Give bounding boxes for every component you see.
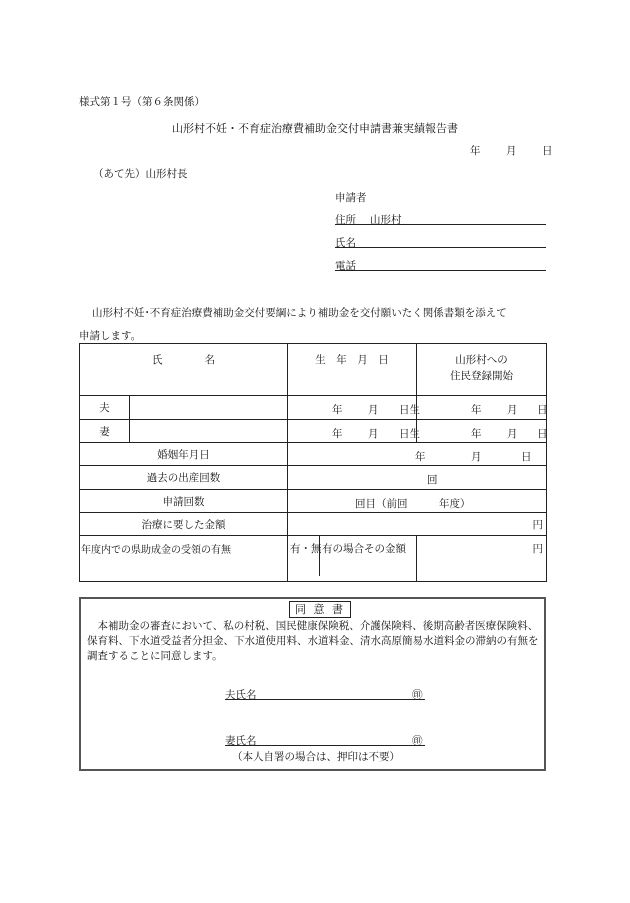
intro-line1: 山形村不妊･不育症治療費補助金交付要綱により補助金を交付願いたく関係書類を添えて [92,307,507,319]
wife-reg-day: 日 [537,427,548,440]
marriage-date-cell[interactable] [288,443,547,466]
header-registration-line1: 山形村への [455,354,508,366]
address-label: 住所 [335,214,356,226]
wife-registration-cell[interactable] [417,420,547,443]
seal-note: （本人自署の場合は、押印は不要） [232,751,400,763]
husband-signature-line[interactable] [225,699,425,700]
table-row-wife [80,420,547,443]
subsidy-amount-cell[interactable]: 円 [417,536,547,582]
intro-line2: 申請します。 [79,330,142,342]
form-number: 様式第１号（第６条関係） [79,96,205,108]
application-count-text: 回目（前回 年度） [355,497,471,510]
marriage-month: 月 [471,450,482,463]
date-day: 日 [542,145,553,157]
husband-registration-cell[interactable] [417,396,547,420]
wife-birth-month: 月 [368,427,379,440]
wife-birth-cell[interactable] [288,420,421,443]
husband-birth-month: 月 [368,403,379,416]
wife-name-cell[interactable] [130,420,288,443]
subsidy-question: 年度内での県助成金の受領の有無 [80,536,288,582]
husband-birth-day: 日生 [399,403,421,416]
wife-reg-month: 月 [507,427,518,440]
husband-reg-day: 日 [537,403,548,416]
past-births-unit: 回 [427,473,438,486]
form-title: 山形村不妊・不育症治療費補助金交付申請書兼実績報告書 [172,122,458,135]
past-births-cell[interactable] [288,466,547,490]
subsidy-inner-cell [288,536,417,582]
header-birth: 生 年 月 日 [288,344,417,396]
treatment-cost-label: 治療に要した金額 [80,513,288,536]
name-underline[interactable] [335,247,546,248]
phone-label: 電話 [335,260,356,272]
treatment-cost-cell[interactable]: 円 [288,513,547,536]
name-label: 氏名 [335,237,356,249]
past-births-label: 過去の出産回数 [80,466,288,490]
application-table [79,343,547,582]
table-row-past-births [80,466,547,490]
husband-seal-mark: ㊞ [412,689,423,701]
marriage-day: 日 [521,450,532,463]
husband-label: 夫 [80,396,130,420]
wife-reg-year: 年 [471,427,482,440]
marriage-year: 年 [415,450,426,463]
header-registration-line2: 住民登録開始 [450,370,514,382]
wife-label: 妻 [80,420,130,443]
wife-seal-mark: ㊞ [412,735,423,747]
address-underline [335,224,546,225]
date-month: 月 [506,145,517,157]
table-row-subsidy [80,536,547,582]
consent-body: 本補助金の審査において、私の村税、国民健康保険税、介護保険料、後期高齢者医療保険料、保育料、下水道受益者分担金、下水道使用料、水道料金、清水高原簡易水道料金の滞納の有無を調査することに同意します。 [87,620,539,662]
header-name: 氏 名 [80,344,288,396]
table-row-marriage [80,443,547,466]
address-value[interactable]: 山形村 [370,214,402,226]
date-year: 年 [470,145,481,157]
amount-if-yes-label: 有の場合その金額 [322,543,407,555]
table-row-husband [80,396,547,420]
header-registration [417,344,547,396]
wife-birth-year: 年 [332,427,343,440]
husband-signature-label: 夫氏名 [225,689,257,701]
yes-no-option[interactable]: 有・無 [288,536,320,576]
application-count-cell[interactable] [288,490,547,513]
husband-birth-cell[interactable] [288,396,421,420]
table-row-application-count [80,490,547,513]
consent-title: 同 意 書 [289,601,351,618]
husband-reg-month: 月 [507,403,518,416]
addressee: （あて先）山形村長 [93,168,188,180]
marriage-label: 婚姻年月日 [80,443,288,466]
application-count-label: 申請回数 [80,490,288,513]
applicant-heading: 申請者 [335,192,367,204]
wife-signature-line[interactable] [225,745,425,746]
wife-birth-day: 日生 [399,427,421,440]
wife-signature-label: 妻氏名 [225,735,257,747]
table-header-row [80,344,547,396]
husband-birth-year: 年 [332,403,343,416]
phone-underline[interactable] [335,270,546,271]
consent-box [79,597,546,771]
husband-name-cell[interactable] [130,396,288,420]
table-row-treatment-cost [80,513,547,536]
husband-reg-year: 年 [471,403,482,416]
